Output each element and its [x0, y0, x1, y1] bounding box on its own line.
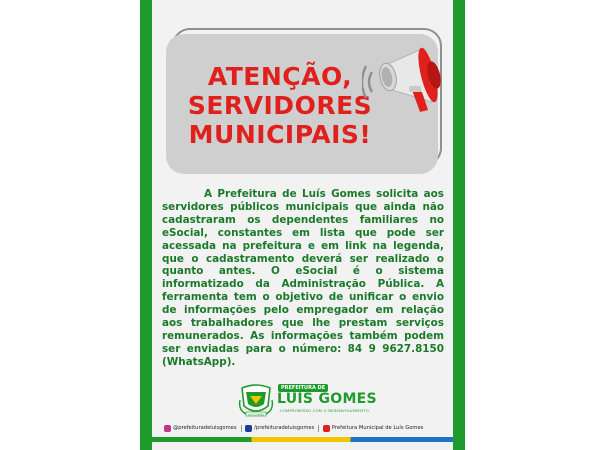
youtube-icon	[323, 425, 330, 432]
social-links	[164, 422, 454, 434]
emblem-ribbon-text: LUÍS GOMES	[247, 413, 265, 417]
youtube-link[interactable]	[323, 425, 424, 432]
headline	[170, 62, 390, 149]
logo-name: LUÍS GOMES	[277, 391, 377, 407]
headline-line-2: SERVIDORES	[187, 91, 373, 120]
right-green-bar	[453, 0, 465, 450]
headline-line-3: MUNICIPAIS!	[188, 120, 372, 149]
announcement-body: A Prefeitura de Luís Gomes solicita aos servidores públicos municipais que ainda não cadastraram os dependentes familiares no eSocial, constantes em lista que pode ser acessada na prefeitura e em link na legenda, que o cadastramento deverá ser realizado o quanto antes. O eSocial é o sistema informatizado da Administração Pública. A ferramenta tem o objetivo de unificar o envio de informações pelo empregador em relação aos trabalhadores que lhe prestam serviços remunerados. As informações também podem ser enviadas para o número: 84 9 9627.8150 (WhatsApp).	[162, 188, 444, 368]
municipality-logo	[238, 382, 378, 418]
announcement-text	[162, 188, 444, 369]
instagram-icon	[164, 425, 171, 432]
poster	[140, 0, 465, 450]
facebook-handle: /prefeituradeluisgomes	[254, 425, 315, 431]
logo-slogan: COMPROMISSO COM O DESENVOLVIMENTO	[280, 408, 369, 413]
logo-tag: PREFEITURA DE	[278, 384, 328, 392]
facebook-icon	[245, 425, 252, 432]
youtube-channel: Prefeitura Municipal de Luís Gomes	[331, 425, 424, 431]
megaphone-icon	[362, 42, 450, 118]
divider	[318, 425, 319, 432]
instagram-handle: @prefeituradeluisgomes	[173, 425, 237, 431]
headline-line-1: ATENÇÃO,	[207, 62, 353, 91]
left-green-bar	[140, 0, 152, 450]
coat-of-arms-emblem	[238, 382, 274, 418]
instagram-link[interactable]	[164, 425, 237, 432]
facebook-link[interactable]	[245, 425, 314, 432]
tricolor-stripe	[152, 437, 453, 442]
divider	[241, 425, 242, 432]
